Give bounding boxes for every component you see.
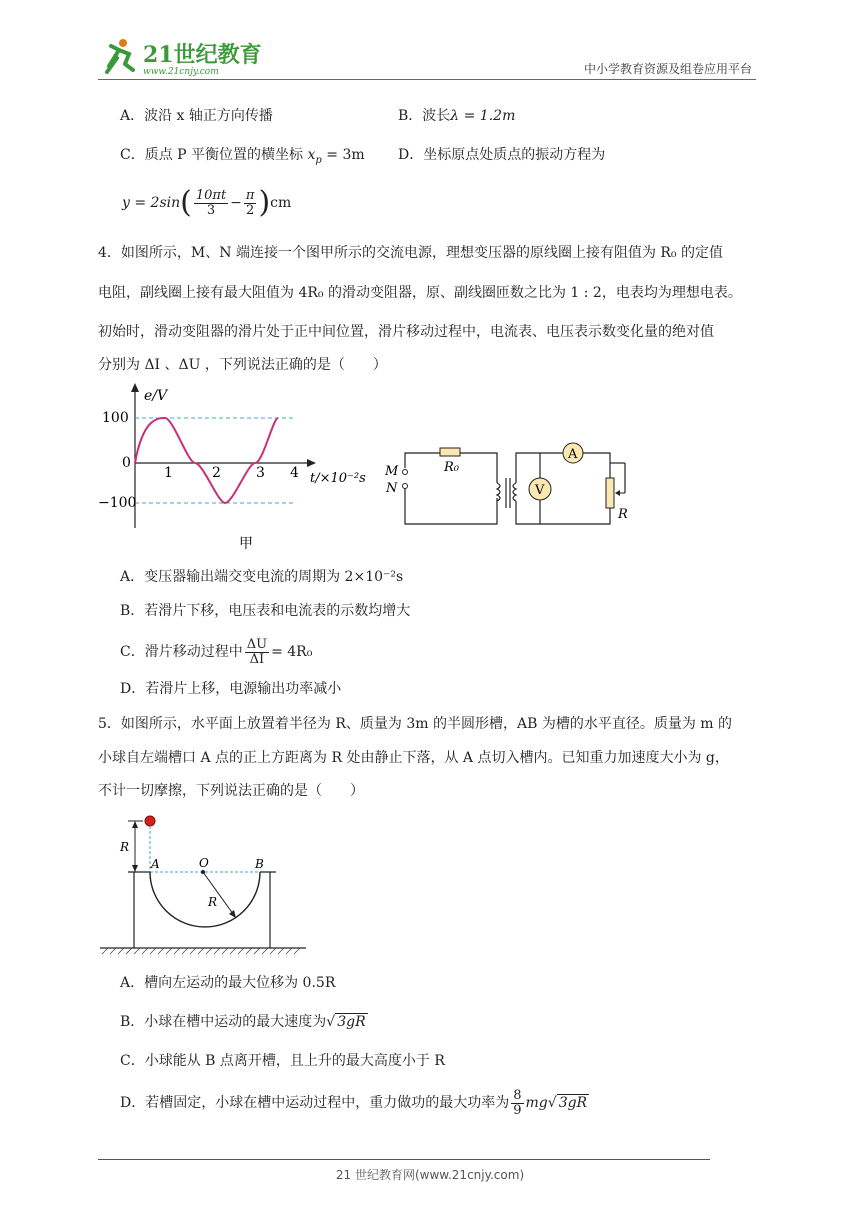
label-r0: R₀ bbox=[444, 460, 459, 475]
q4-option-a: A．变压器输出端交变电流的周期为 2×10⁻²s bbox=[120, 569, 404, 585]
logo-text: 21世纪教育 bbox=[143, 42, 262, 68]
rheostat-label: R bbox=[618, 507, 628, 522]
site-logo bbox=[95, 36, 265, 78]
ball bbox=[145, 816, 155, 826]
q5-half-pipe-figure bbox=[98, 810, 313, 960]
point-o: O bbox=[199, 856, 209, 870]
q5-option-b: B．小球在槽中运动的最大速度为√ 3gR bbox=[120, 1014, 366, 1030]
runner-icon bbox=[107, 39, 133, 72]
logo-url: www.21cnjy.com bbox=[143, 67, 219, 77]
header-divider bbox=[98, 79, 756, 80]
footer-text: 21 世纪教育网(www.21cnjy.com) bbox=[335, 1168, 525, 1182]
x-tick-3: 3 bbox=[256, 465, 265, 481]
q3-option-d-formula: y = 2sin( $\frac{10\pi t}{3}$ − $\frac{\pi}{2}$ )cm bbox=[122, 185, 292, 220]
q5-option-c: C．小球能从 B 点离开槽，且上升的最大高度小于 R bbox=[120, 1053, 445, 1069]
q4-option-c: C．滑片移动过程中 $\frac{\Delta U}{\Delta I}$ = 4R₀ bbox=[120, 636, 313, 667]
q3-option-b: B．波长λ = 1.2m bbox=[398, 108, 516, 124]
ground-hatching bbox=[102, 948, 300, 954]
groove-arc bbox=[150, 872, 260, 927]
q5-stem-line1: 5．如图所示，水平面上放置着半径为 R、质量为 3m 的半圆形槽，AB 为槽的水平直径。质量为 m 的 bbox=[98, 716, 733, 732]
x-tick-1: 1 bbox=[164, 465, 173, 481]
q5-option-a: A．槽向左运动的最大位移为 0.5R bbox=[120, 975, 336, 991]
y-tick-100: 100 bbox=[102, 410, 129, 426]
y-tick-0: 0 bbox=[122, 455, 131, 471]
q4-stem-line4: 分别为 ΔI 、ΔU ，下列说法正确的是（ ） bbox=[98, 357, 387, 373]
header-right-text: 中小学教育资源及组卷应用平台 bbox=[583, 62, 752, 76]
q4-stem-line3: 初始时，滑动变阻器的滑片处于正中间位置，滑片移动过程中，电流表、电压表示数变化量的绝对值 bbox=[98, 324, 714, 340]
resistor-r0 bbox=[440, 448, 460, 456]
q5-option-d: D．若槽固定，小球在槽中运动过程中，重力做功的最大功率为 $\frac{8}{9}$ mg√ 3gR bbox=[120, 1087, 588, 1118]
q4-circuit-diagram bbox=[380, 438, 650, 533]
q4-option-b: B．若滑片下移，电压表和电流表的示数均增大 bbox=[120, 603, 411, 619]
q5-stem-line3: 不计一切摩擦，下列说法正确的是（ ） bbox=[98, 783, 364, 799]
graph-caption: 甲 bbox=[239, 536, 253, 552]
q4-voltage-graph bbox=[98, 378, 378, 553]
point-a: A bbox=[151, 857, 160, 871]
x-tick-4: 4 bbox=[290, 465, 299, 481]
voltmeter-label: V bbox=[535, 483, 545, 498]
x-tick-2: 2 bbox=[212, 465, 221, 481]
terminal-n: N bbox=[386, 481, 398, 496]
q4-stem-line2: 电阻，副线圈上接有最大阻值为 4R₀ 的滑动变阻器，原、副线圈匝数之比为 1 : 2，电表均为理想电表。 bbox=[98, 285, 742, 301]
footer-divider bbox=[98, 1159, 710, 1160]
sine-curve bbox=[135, 418, 278, 503]
q3-option-c: C．质点 P 平衡位置的横坐标 $x_p = 3m$ bbox=[120, 147, 365, 166]
height-label-r: R bbox=[120, 840, 130, 854]
y-axis-label: e/V bbox=[144, 388, 168, 404]
q3-option-a: A．波沿 x 轴正方向传播 bbox=[120, 108, 273, 124]
x-axis-label: t/×10⁻²s bbox=[310, 471, 366, 486]
rheostat bbox=[606, 478, 614, 508]
ammeter-label: A bbox=[568, 447, 578, 462]
q4-stem-line1: 4．如图所示，M、N 端连接一个图甲所示的交流电源，理想变压器的原线圈上接有阻值为 R₀ 的定值 bbox=[98, 245, 723, 261]
point-b: B bbox=[255, 857, 264, 871]
radius-label: R bbox=[208, 895, 218, 909]
q3-option-d: D．坐标原点处质点的振动方程为 bbox=[398, 147, 606, 163]
y-tick-neg100: −100 bbox=[98, 495, 137, 511]
terminal-m: M bbox=[385, 464, 399, 479]
q4-option-d: D．若滑片上移，电源输出功率减小 bbox=[120, 681, 342, 697]
q5-stem-line2: 小球自左端槽口 A 点的正上方距离为 R 处由静止下落，从 A 点切入槽内。已知重力加速度大小为 g， bbox=[98, 750, 729, 766]
secondary-coil bbox=[513, 483, 516, 501]
